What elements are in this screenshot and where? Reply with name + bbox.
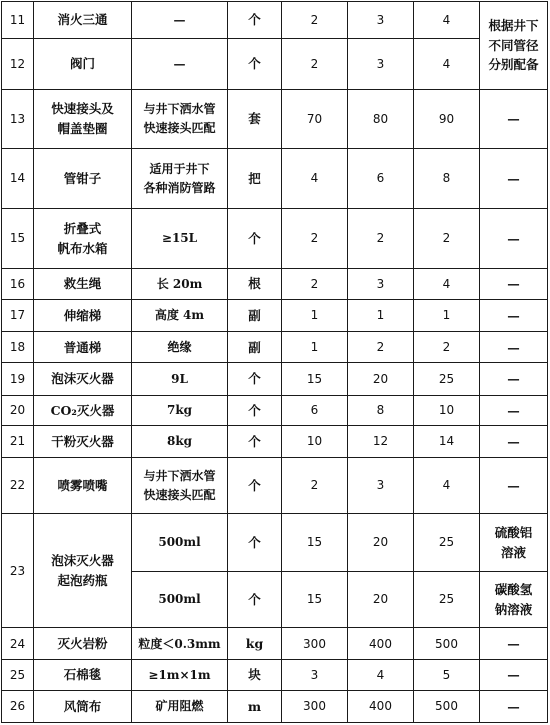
item-note: — <box>480 628 548 660</box>
row-number: 20 <box>2 395 34 425</box>
qty-b: 3 <box>348 2 414 39</box>
qty-b: 3 <box>348 39 414 89</box>
item-note: — <box>480 149 548 209</box>
item-unit: 个 <box>228 514 282 571</box>
qty-a: 15 <box>282 571 348 627</box>
item-name: CO₂灭火器 <box>34 395 132 425</box>
qty-a: 1 <box>282 300 348 332</box>
qty-c: 500 <box>414 628 480 660</box>
item-spec: 绝缘 <box>132 332 228 363</box>
item-unit: 个 <box>228 209 282 268</box>
qty-a: 2 <box>282 2 348 39</box>
table-row <box>2 660 548 690</box>
item-name: 救生绳 <box>34 268 132 299</box>
qty-a: 70 <box>282 89 348 148</box>
item-unit: 个 <box>228 571 282 627</box>
item-note: — <box>480 660 548 690</box>
qty-b: 20 <box>348 514 414 571</box>
qty-c: 4 <box>414 458 480 514</box>
qty-b: 12 <box>348 425 414 457</box>
row-number: 17 <box>2 300 34 332</box>
qty-c: 4 <box>414 39 480 89</box>
item-name: 伸缩梯 <box>34 300 132 332</box>
qty-c: 25 <box>414 571 480 627</box>
item-note: — <box>480 209 548 268</box>
row-number: 14 <box>2 149 34 209</box>
qty-a: 6 <box>282 395 348 425</box>
item-unit: 套 <box>228 89 282 148</box>
item-name: 快速接头及 帽盖垫圈 <box>34 89 132 148</box>
row-number: 25 <box>2 660 34 690</box>
qty-a: 300 <box>282 690 348 722</box>
item-spec: 500ml <box>132 571 228 627</box>
qty-a: 4 <box>282 149 348 209</box>
item-unit: 个 <box>228 39 282 89</box>
item-unit: 个 <box>228 395 282 425</box>
item-name: 阀门 <box>34 39 132 89</box>
item-spec: 高度 4m <box>132 300 228 332</box>
row-number: 16 <box>2 268 34 299</box>
qty-c: 4 <box>414 268 480 299</box>
qty-c: 500 <box>414 690 480 722</box>
item-spec: ≥15L <box>132 209 228 268</box>
table-row <box>2 89 548 148</box>
item-note: — <box>480 89 548 148</box>
item-spec: 500ml <box>132 514 228 571</box>
item-note: — <box>480 690 548 722</box>
item-note: 碳酸氢 钠溶液 <box>480 571 548 627</box>
qty-a: 2 <box>282 268 348 299</box>
item-note: — <box>480 458 548 514</box>
item-unit: m <box>228 690 282 722</box>
item-spec: 与井下洒水管 快速接头匹配 <box>132 458 228 514</box>
item-unit: 副 <box>228 332 282 363</box>
item-unit: 把 <box>228 149 282 209</box>
qty-c: 10 <box>414 395 480 425</box>
qty-c: 2 <box>414 209 480 268</box>
qty-b: 400 <box>348 690 414 722</box>
item-name: 管钳子 <box>34 149 132 209</box>
qty-b: 20 <box>348 571 414 627</box>
table-row <box>2 39 548 89</box>
qty-b: 2 <box>348 209 414 268</box>
row-number: 24 <box>2 628 34 660</box>
qty-c: 8 <box>414 149 480 209</box>
qty-c: 1 <box>414 300 480 332</box>
item-unit: 副 <box>228 300 282 332</box>
item-spec: — <box>132 2 228 39</box>
item-unit: 个 <box>228 363 282 395</box>
table-row <box>2 458 548 514</box>
item-unit: 个 <box>228 2 282 39</box>
table-row <box>2 268 548 299</box>
row-number: 15 <box>2 209 34 268</box>
row-number: 18 <box>2 332 34 363</box>
equipment-table <box>1 1 548 723</box>
item-note: 根据井下 不同管径 分别配备 <box>480 2 548 90</box>
item-spec: ≥1m×1m <box>132 660 228 690</box>
table-row <box>2 690 548 722</box>
qty-c: 25 <box>414 363 480 395</box>
qty-b: 1 <box>348 300 414 332</box>
qty-b: 400 <box>348 628 414 660</box>
table-row <box>2 149 548 209</box>
item-name: 灭火岩粉 <box>34 628 132 660</box>
item-note: — <box>480 332 548 363</box>
qty-a: 15 <box>282 514 348 571</box>
item-spec: 粒度＜0.3mm <box>132 628 228 660</box>
item-note: — <box>480 395 548 425</box>
item-unit: 个 <box>228 425 282 457</box>
item-unit: 块 <box>228 660 282 690</box>
item-name: 泡沫灭火器 <box>34 363 132 395</box>
qty-c: 4 <box>414 2 480 39</box>
row-number: 13 <box>2 89 34 148</box>
row-number: 22 <box>2 458 34 514</box>
table-row <box>2 628 548 660</box>
table-row <box>2 363 548 395</box>
item-name: 泡沫灭火器 起泡药瓶 <box>34 514 132 628</box>
row-number: 26 <box>2 690 34 722</box>
item-spec: 矿用阻燃 <box>132 690 228 722</box>
item-spec: — <box>132 39 228 89</box>
table-row <box>2 300 548 332</box>
qty-b: 20 <box>348 363 414 395</box>
item-note: — <box>480 425 548 457</box>
row-number: 23 <box>2 514 34 628</box>
table-row <box>2 514 548 571</box>
qty-c: 90 <box>414 89 480 148</box>
item-spec: 8kg <box>132 425 228 457</box>
qty-a: 2 <box>282 39 348 89</box>
row-number: 19 <box>2 363 34 395</box>
item-note: — <box>480 363 548 395</box>
qty-b: 3 <box>348 268 414 299</box>
qty-b: 2 <box>348 332 414 363</box>
qty-c: 25 <box>414 514 480 571</box>
item-unit: 个 <box>228 458 282 514</box>
table-row <box>2 425 548 457</box>
item-name: 石棉毯 <box>34 660 132 690</box>
qty-a: 2 <box>282 209 348 268</box>
table-row <box>2 209 548 268</box>
qty-c: 5 <box>414 660 480 690</box>
item-name: 折叠式 帆布水箱 <box>34 209 132 268</box>
item-unit: kg <box>228 628 282 660</box>
item-note: 硫酸铝 溶液 <box>480 514 548 571</box>
item-name: 干粉灭火器 <box>34 425 132 457</box>
qty-b: 3 <box>348 458 414 514</box>
qty-b: 6 <box>348 149 414 209</box>
qty-b: 80 <box>348 89 414 148</box>
row-number: 12 <box>2 39 34 89</box>
item-name: 风筒布 <box>34 690 132 722</box>
item-spec: 9L <box>132 363 228 395</box>
row-number: 11 <box>2 2 34 39</box>
item-name: 普通梯 <box>34 332 132 363</box>
item-spec: 7kg <box>132 395 228 425</box>
table-row <box>2 395 548 425</box>
qty-a: 1 <box>282 332 348 363</box>
table-row <box>2 332 548 363</box>
item-name: 喷雾喷嘴 <box>34 458 132 514</box>
qty-a: 3 <box>282 660 348 690</box>
item-spec: 与井下洒水管 快速接头匹配 <box>132 89 228 148</box>
qty-c: 2 <box>414 332 480 363</box>
item-spec: 适用于井下 各种消防管路 <box>132 149 228 209</box>
qty-c: 14 <box>414 425 480 457</box>
table-row <box>2 2 548 39</box>
item-name: 消火三通 <box>34 2 132 39</box>
item-unit: 根 <box>228 268 282 299</box>
row-number: 21 <box>2 425 34 457</box>
qty-a: 300 <box>282 628 348 660</box>
qty-a: 2 <box>282 458 348 514</box>
qty-b: 8 <box>348 395 414 425</box>
qty-b: 4 <box>348 660 414 690</box>
item-note: — <box>480 268 548 299</box>
item-spec: 长 20m <box>132 268 228 299</box>
item-note: — <box>480 300 548 332</box>
qty-a: 15 <box>282 363 348 395</box>
qty-a: 10 <box>282 425 348 457</box>
